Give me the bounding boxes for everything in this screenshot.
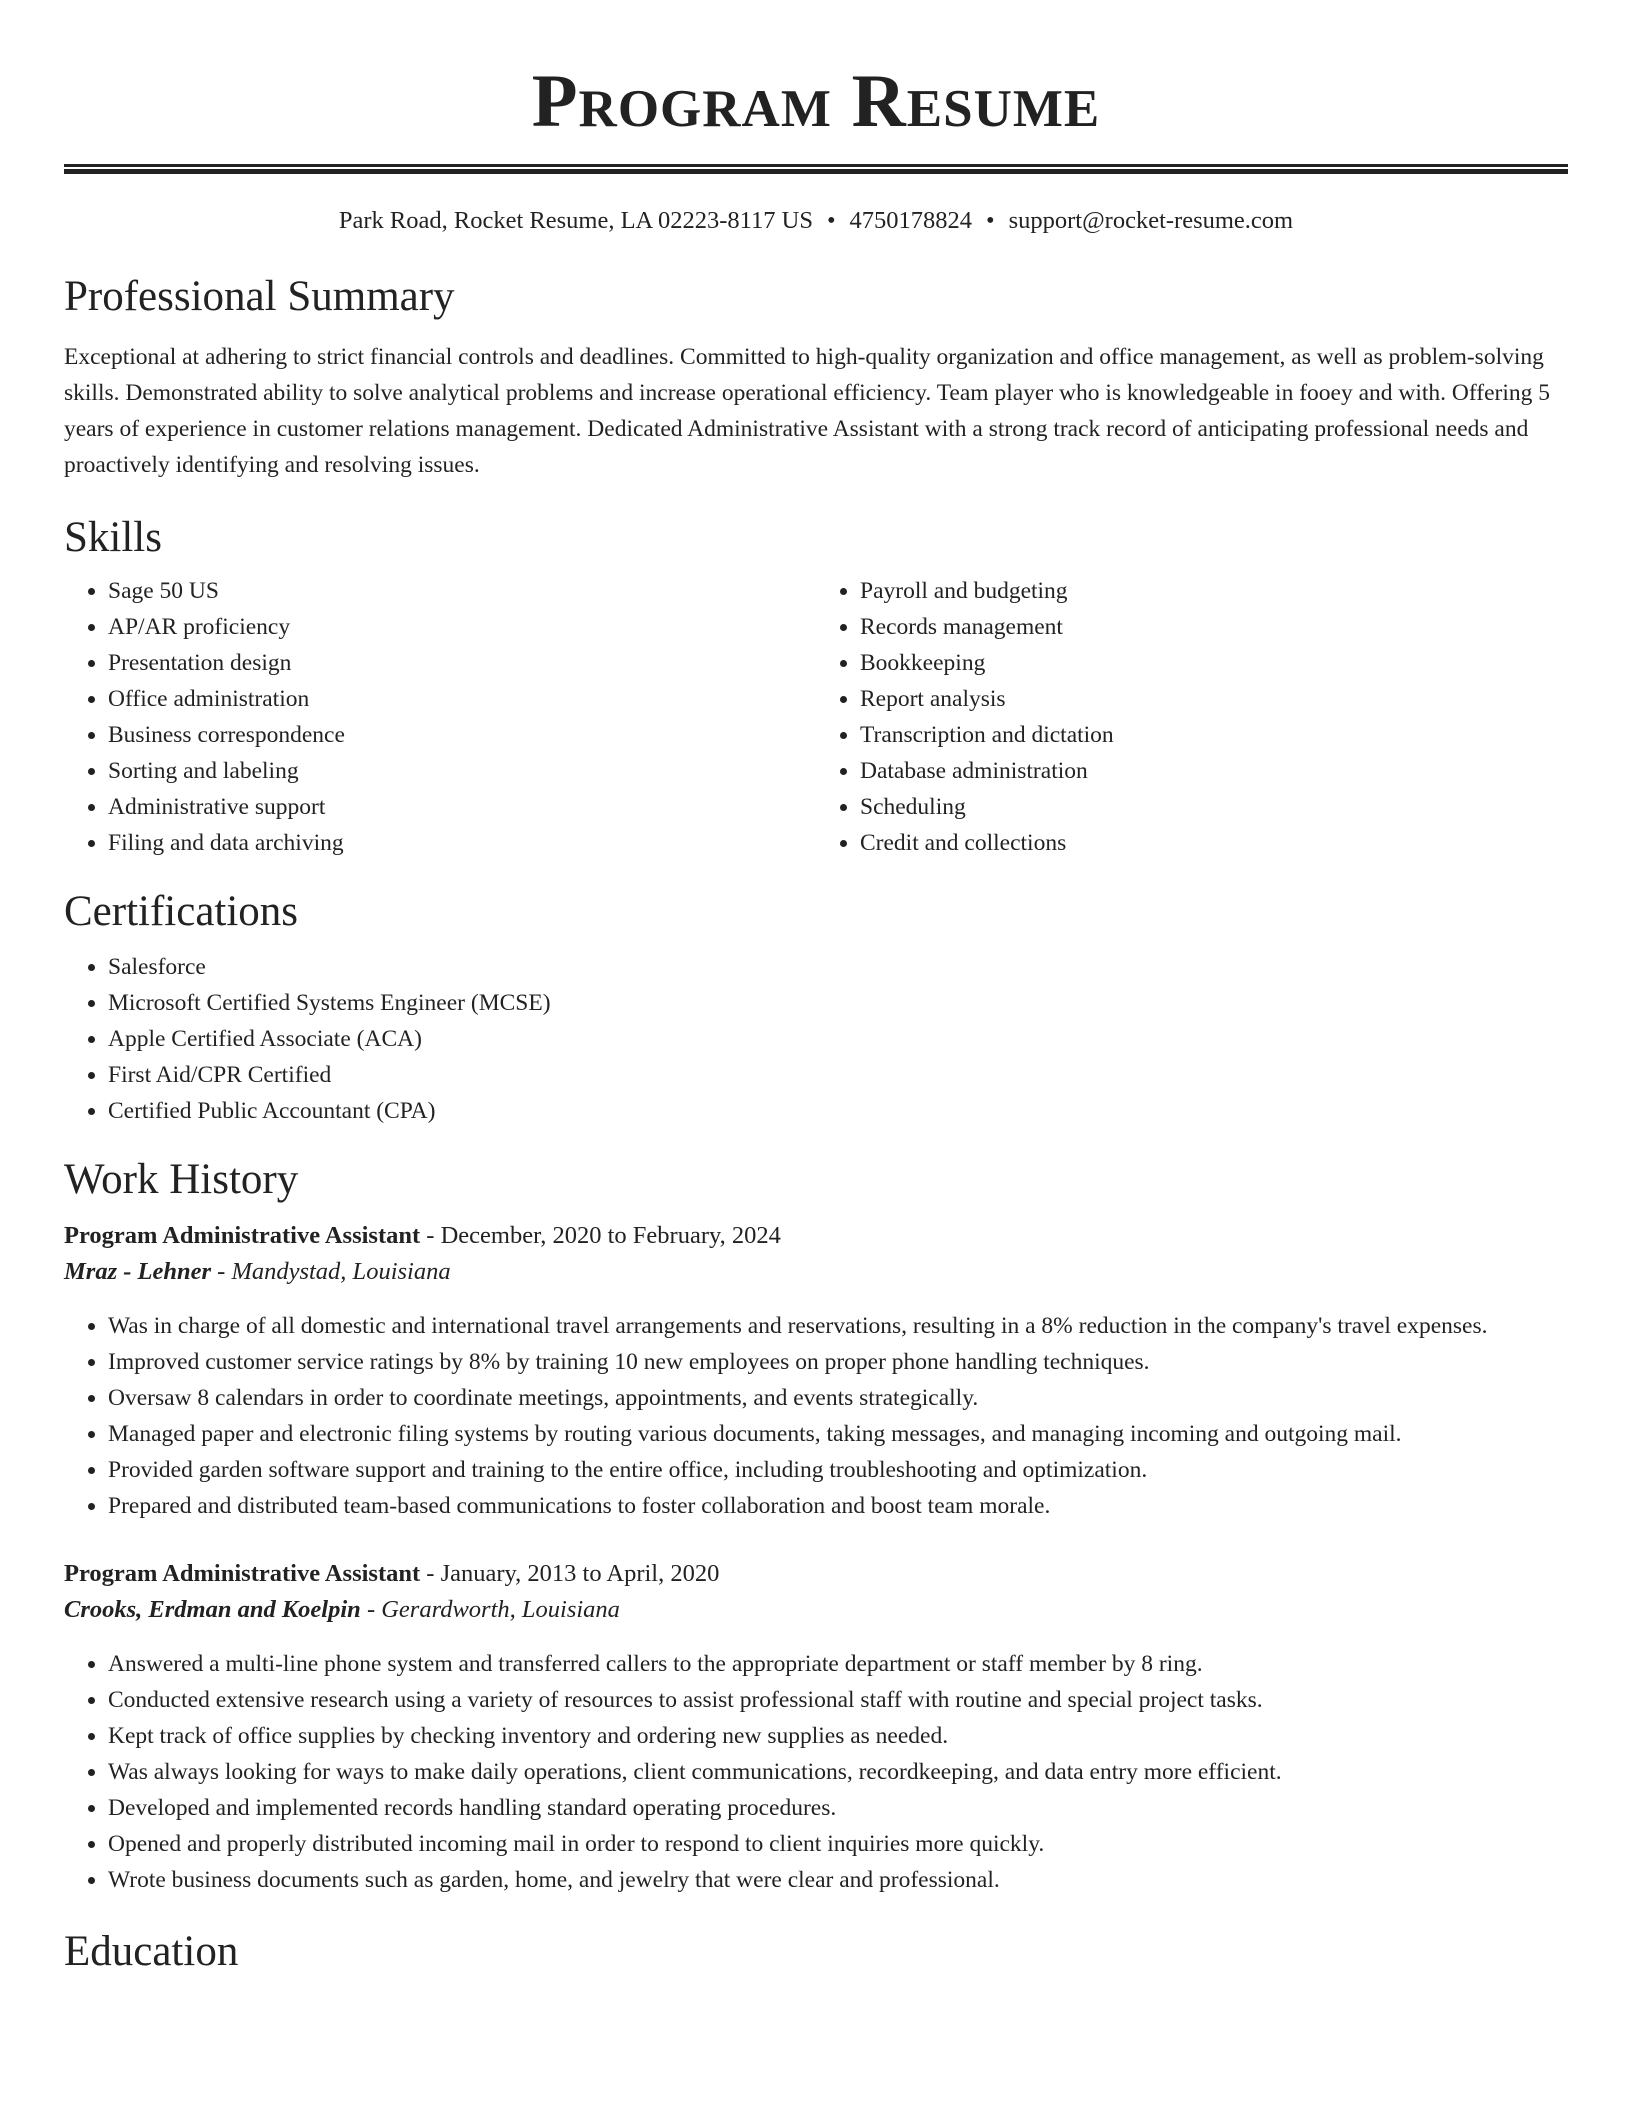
job-bullet: • Wrote business documents such as garden, home, and jewelry that were clear and professional. bbox=[108, 1862, 1568, 1898]
skill-item: • Bookkeeping bbox=[860, 645, 1568, 681]
contact-separator: • bbox=[826, 207, 836, 234]
certification-item: • First Aid/CPR Certified bbox=[108, 1057, 1568, 1093]
contact-separator: • bbox=[986, 207, 995, 234]
job-role: Program Administrative Assistant bbox=[64, 1222, 421, 1249]
summary-text: Exceptional at adhering to strict financial controls and deadlines. Committed to high-quality organization and office management, as well as problem-solving skills. Demonstrated ability to solve analytical problems and increase operational efficiency. Team player who is knowledgeable in fooey and with. Offering 5 years of experience in customer relations management. Dedicated Administrative Assistant with a strong track record of anticipating professional needs and proactively identifying and resolving issues. bbox=[64, 344, 1551, 478]
job-bullet: • Developed and implemented records handling standard operating procedures. bbox=[108, 1790, 1568, 1826]
job-bullet: • Prepared and distributed team-based communications to foster collaboration and boost team morale. bbox=[108, 1488, 1568, 1524]
job-bullets bbox=[64, 1308, 1568, 1524]
job-bullet: • Improved customer service ratings by 8% by training 10 new employees on proper phone handling techniques. bbox=[108, 1344, 1568, 1380]
job-bullet: • Opened and properly distributed incoming mail in order to respond to client inquiries more quickly. bbox=[108, 1826, 1568, 1862]
skill-item: • Credit and collections bbox=[860, 825, 1568, 861]
job-employer: Mraz - Lehner - Mandystad, Louisiana bbox=[64, 1258, 451, 1285]
certifications-list bbox=[64, 949, 1568, 1129]
job-employer: Crooks, Erdman and Koelpin - Gerardworth, Louisiana bbox=[64, 1596, 620, 1623]
skill-item: • AP/AR proficiency bbox=[108, 609, 816, 645]
education-heading: Education bbox=[64, 1928, 239, 1975]
job-company: Mraz - Lehner bbox=[64, 1258, 212, 1285]
work-history-heading: Work History bbox=[64, 1156, 299, 1203]
contact-phone: 4750178824 bbox=[849, 207, 973, 234]
certification-item: • Certified Public Accountant (CPA) bbox=[108, 1093, 1568, 1129]
skills-list-right bbox=[816, 573, 1568, 861]
skill-item: • Report analysis bbox=[860, 681, 1568, 717]
contact-line bbox=[64, 205, 1568, 237]
certification-item: • Apple Certified Associate (ACA) bbox=[108, 1021, 1568, 1057]
job-bullet: • Conducted extensive research using a variety of resources to assist professional staff with routine and special project tasks. bbox=[108, 1682, 1568, 1718]
skill-item: • Transcription and dictation bbox=[860, 717, 1568, 753]
job-dates: December, 2020 to February, 2024 bbox=[440, 1222, 781, 1249]
certification-item: • Salesforce bbox=[108, 949, 1568, 985]
job-bullet: • Kept track of office supplies by checking inventory and ordering new supplies as needed. bbox=[108, 1718, 1568, 1754]
job-location: Gerardworth, Louisiana bbox=[381, 1596, 620, 1623]
skill-item: • Sorting and labeling bbox=[108, 753, 816, 789]
skill-item: • Database administration bbox=[860, 753, 1568, 789]
job-location: Mandystad, Louisiana bbox=[231, 1258, 451, 1285]
title-divider bbox=[64, 164, 1568, 174]
job-entry bbox=[64, 1218, 1568, 1524]
skill-item: • Presentation design bbox=[108, 645, 816, 681]
job-bullet: • Oversaw 8 calendars in order to coordinate meetings, appointments, and events strategically. bbox=[108, 1380, 1568, 1416]
job-header: Program Administrative Assistant - January, 2013 to April, 2020 bbox=[64, 1560, 720, 1587]
skill-item: • Sage 50 US bbox=[108, 573, 816, 609]
skill-item: • Office administration bbox=[108, 681, 816, 717]
skills-heading: Skills bbox=[64, 514, 162, 561]
job-header: Program Administrative Assistant - December, 2020 to February, 2024 bbox=[64, 1222, 781, 1249]
job-role: Program Administrative Assistant bbox=[64, 1560, 421, 1587]
job-bullet: • Was always looking for ways to make daily operations, client communications, recordkeeping, and data entry more efficient. bbox=[108, 1754, 1568, 1790]
skill-item: • Records management bbox=[860, 609, 1568, 645]
job-bullets bbox=[64, 1646, 1568, 1898]
skill-item: • Scheduling bbox=[860, 789, 1568, 825]
skill-item: • Payroll and budgeting bbox=[860, 573, 1568, 609]
certification-item: • Microsoft Certified Systems Engineer (MCSE) bbox=[108, 985, 1568, 1021]
job-bullet: • Managed paper and electronic filing systems by routing various documents, taking messages, and managing incoming and outgoing mail. bbox=[108, 1416, 1568, 1452]
resume-title: Program Resume bbox=[531, 60, 1101, 143]
skill-item: • Filing and data archiving bbox=[108, 825, 816, 861]
contact-address: Park Road, Rocket Resume, LA 02223-8117 US bbox=[338, 207, 813, 234]
skill-item: • Administrative support bbox=[108, 789, 816, 825]
skills-columns bbox=[64, 573, 1568, 861]
skill-item: • Business correspondence bbox=[108, 717, 816, 753]
skills-list-left bbox=[64, 573, 816, 861]
summary-heading: Professional Summary bbox=[64, 273, 455, 320]
job-dates: January, 2013 to April, 2020 bbox=[440, 1560, 720, 1587]
job-bullet: • Provided garden software support and training to the entire office, including troubleshooting and optimization. bbox=[108, 1452, 1568, 1488]
job-bullet: • Was in charge of all domestic and international travel arrangements and reservations, resulting in a 8% reduction in the company's travel expenses. bbox=[108, 1308, 1568, 1344]
job-entry bbox=[64, 1556, 1568, 1898]
job-company: Crooks, Erdman and Koelpin bbox=[64, 1596, 361, 1623]
job-bullet: • Answered a multi-line phone system and transferred callers to the appropriate department or staff member by 8 ring. bbox=[108, 1646, 1568, 1682]
contact-email: support@rocket-resume.com bbox=[1008, 207, 1294, 234]
certifications-heading: Certifications bbox=[64, 888, 299, 935]
